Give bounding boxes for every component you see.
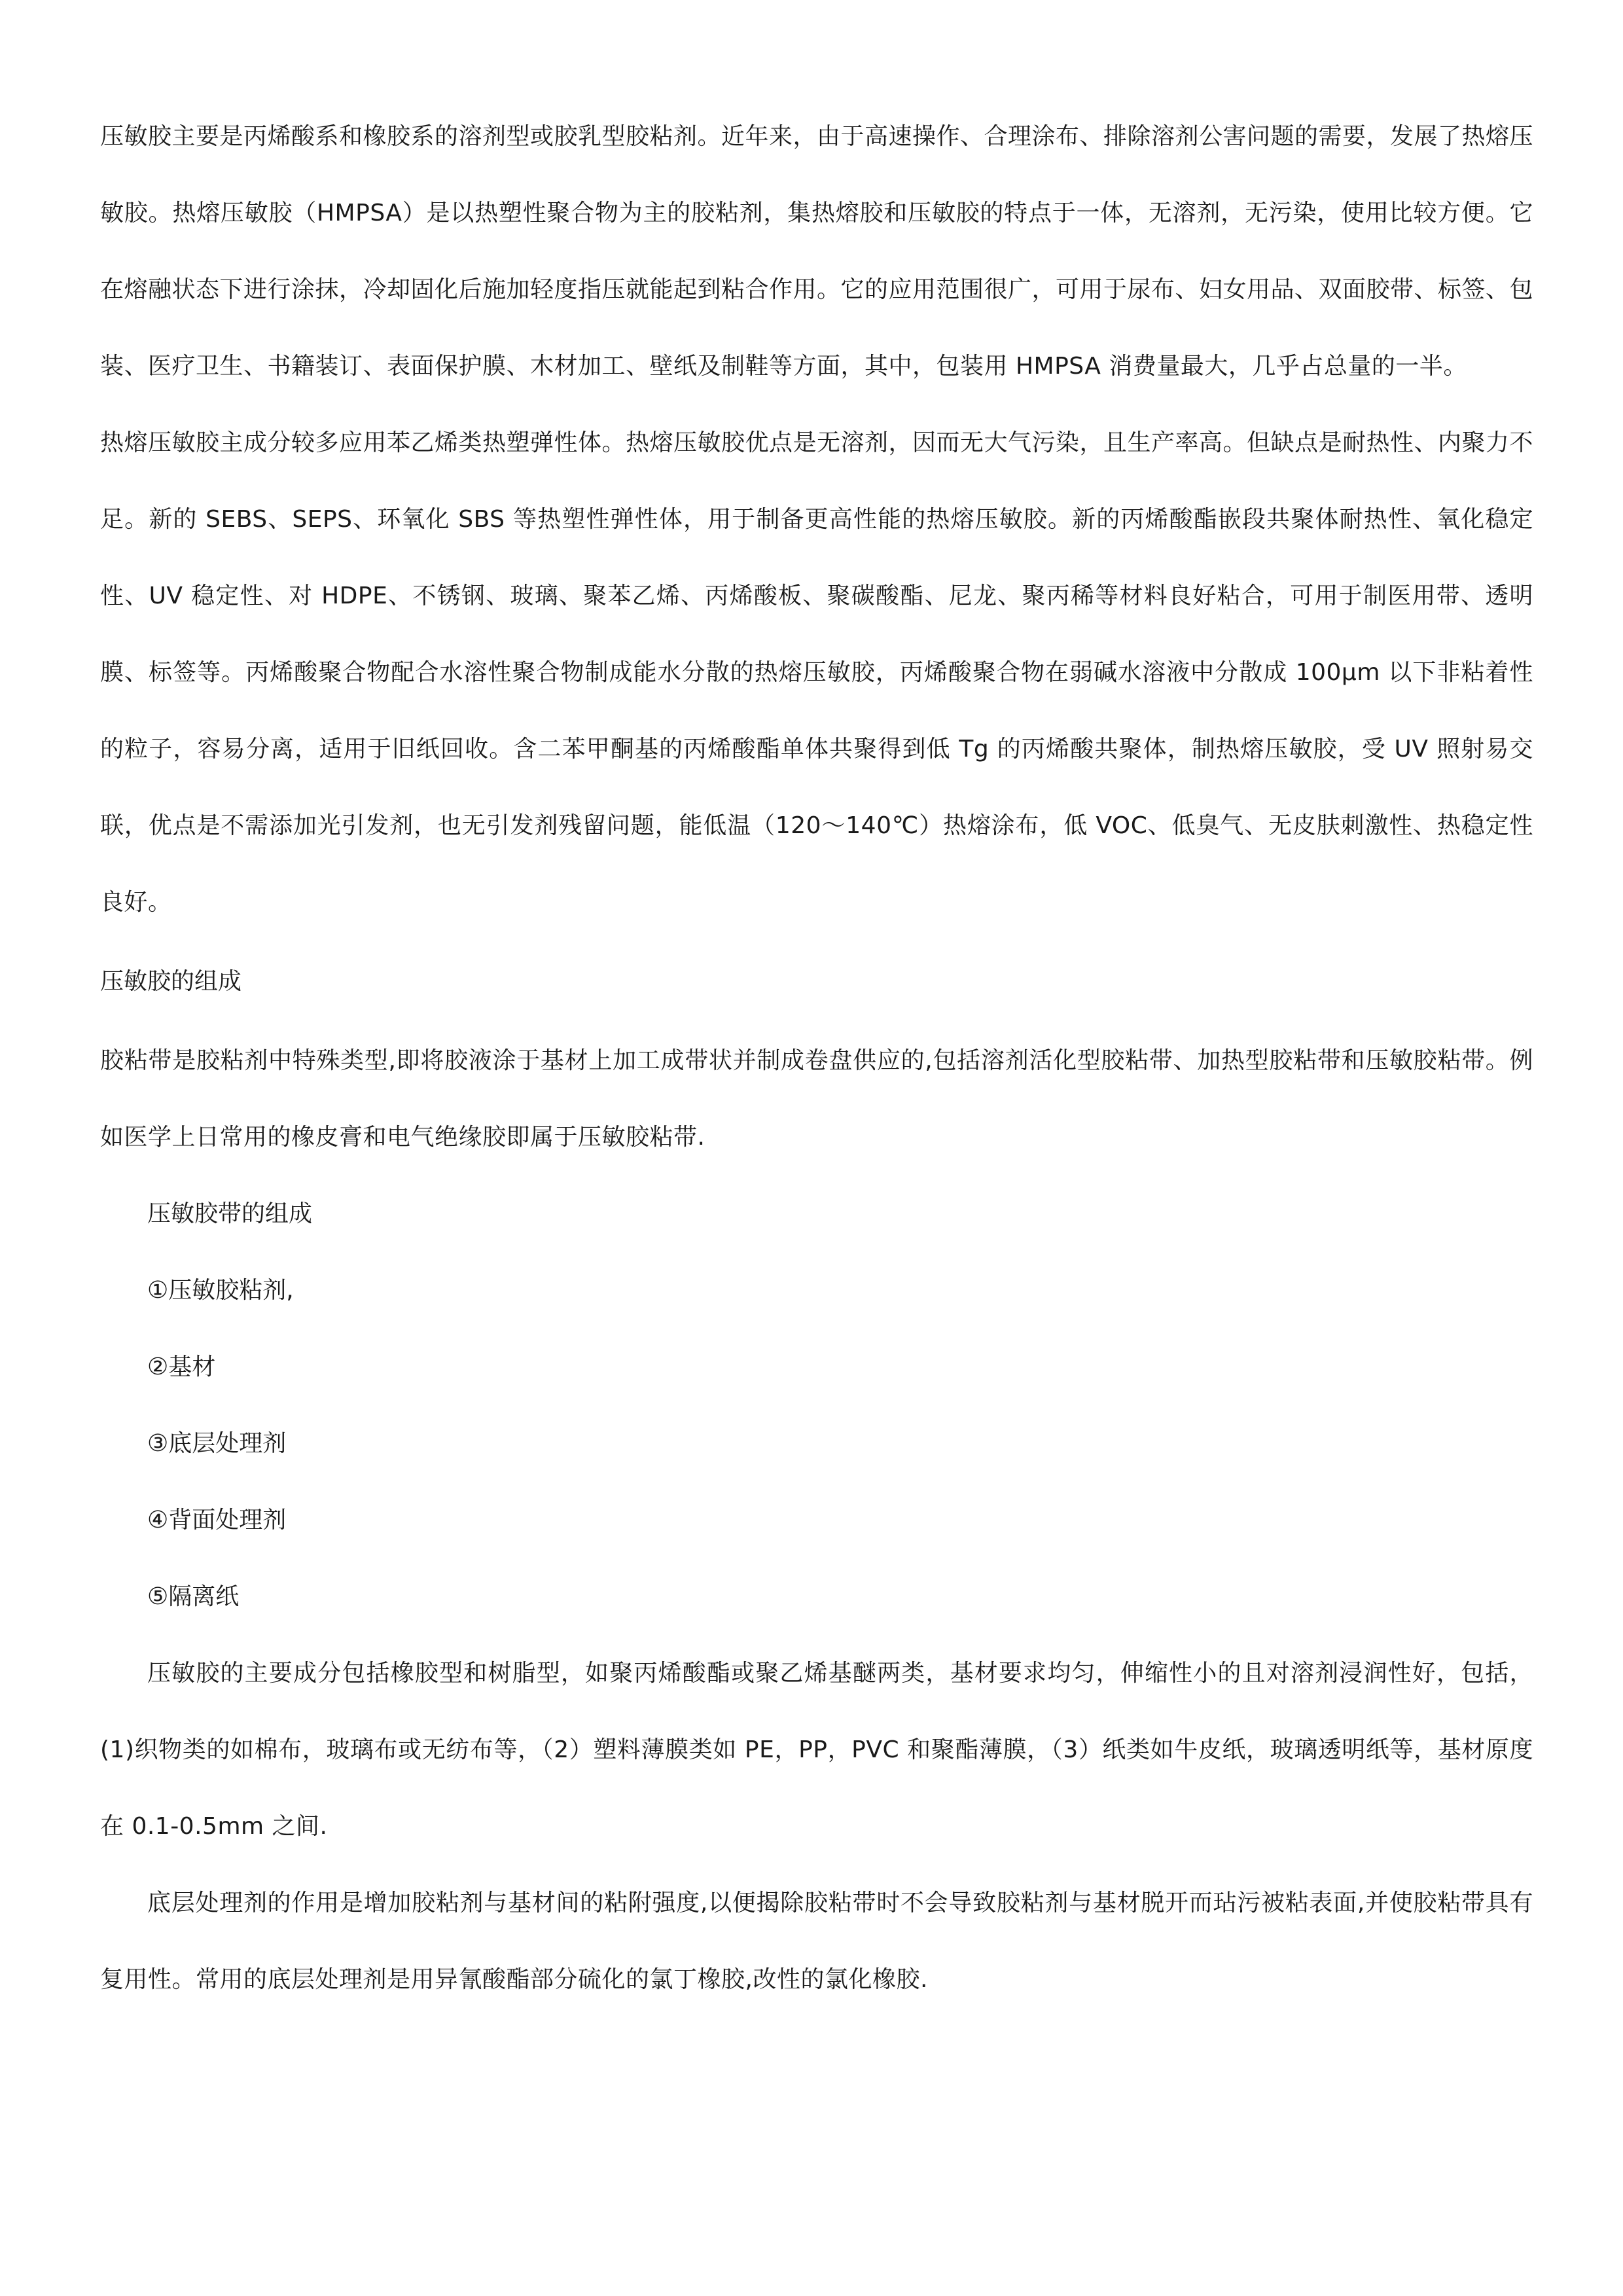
paragraph-hmpsa-intro: 压敏胶主要是丙烯酸系和橡胶系的溶剂型或胶乳型胶粘剂。近年来，由于高速操作、合理涂布、排除溶剂公害问题的需要，发展了热熔压敏胶。热熔压敏胶（HMPSA）是以热塑性聚合物为主的胶粘剂，集热熔胶和压敏胶的特点于一体，无溶剂，无污染，使用比较方便。它在熔融状态下进行涂抹，冷却固化后施加轻度指压就能起到粘合作用。它的应用范围很广，可用于尿布、妇女用品、双面胶带、标签、包装、医疗卫生、书籍装订、表面保护膜、木材加工、壁纸及制鞋等方面，其中，包装用 HMPSA 消费量最大，几乎占总量的一半。 (100, 123, 1534, 380)
list-item: ①压敏胶粘剂, (147, 1277, 294, 1304)
list-item: ②基材 (147, 1354, 216, 1380)
paragraph-hmpsa-composition: 热熔压敏胶主成分较多应用苯乙烯类热塑弹性体。热熔压敏胶优点是无溶剂，因而无大气污染，且生产率高。但缺点是耐热性、内聚力不足。新的 SEBS、SEPS、环氧化 SBS 等热塑性弹性体，用于制备更高性能的热熔压敏胶。新的丙烯酸酯嵌段共聚体耐热性、氧化稳定性、UV 稳定性、对 HDPE、不锈钢、玻璃、聚苯乙烯、丙烯酸板、聚碳酸酯、尼龙、聚丙稀等材料良好粘合，可用于制医用带、透明膜、标签等。丙烯酸聚合物配合水溶性聚合物制成能水分散的热熔压敏胶，丙烯酸聚合物在弱碱水溶液中分散成 100μm 以下非粘着性的粒子，容易分离，适用于旧纸回收。含二苯甲酮基的丙烯酸酯单体共聚得到低 Tg 的丙烯酸共聚体，制热熔压敏胶，受 UV 照射易交联，优点是不需添加光引发剂，也无引发剂残留问题，能低温（120～140℃）热熔涂布，低 VOC、低臭气、无皮肤刺激性、热稳定性良好。 (100, 429, 1534, 916)
subheading-tape-composition: 压敏胶带的组成 (147, 1200, 313, 1227)
section-heading: 压敏胶的组成 (100, 968, 242, 995)
paragraph-tape-definition: 胶粘带是胶粘剂中特殊类型,即将胶液涂于基材上加工成带状并制成卷盘供应的,包括溶剂活化型胶粘带、加热型胶粘带和压敏胶粘带。例如医学上日常用的橡皮膏和电气绝缘胶即属于压敏胶粘带. (100, 1047, 1533, 1151)
paragraph-main-components: 压敏胶的主要成分包括橡胶型和树脂型，如聚丙烯酸酯或聚乙烯基醚两类，基材要求均匀，伸缩性小的且对溶剂浸润性好，包括，(1)织物类的如棉布，玻璃布或无纺布等，（2）塑料薄膜类如 PE，PP，PVC 和聚酯薄膜，（3）纸类如牛皮纸，玻璃透明纸等，基材原度在 0.1-0.5mm 之间. (100, 1660, 1533, 1840)
list-item: ⑤隔离纸 (147, 1583, 240, 1610)
document-page (100, 98, 1533, 2018)
paragraph-primer: 底层处理剂的作用是增加胶粘剂与基材间的粘附强度,以便揭除胶粘带时不会导致胶粘剂与基材脱开而玷污被粘表面,并使胶粘带具有复用性。常用的底层处理剂是用异氰酸酯部分硫化的氯丁橡胶,改性的氯化橡胶. (100, 1890, 1533, 1993)
list-item: ④背面处理剂 (147, 1507, 287, 1534)
list-item: ③底层处理剂 (147, 1430, 287, 1457)
